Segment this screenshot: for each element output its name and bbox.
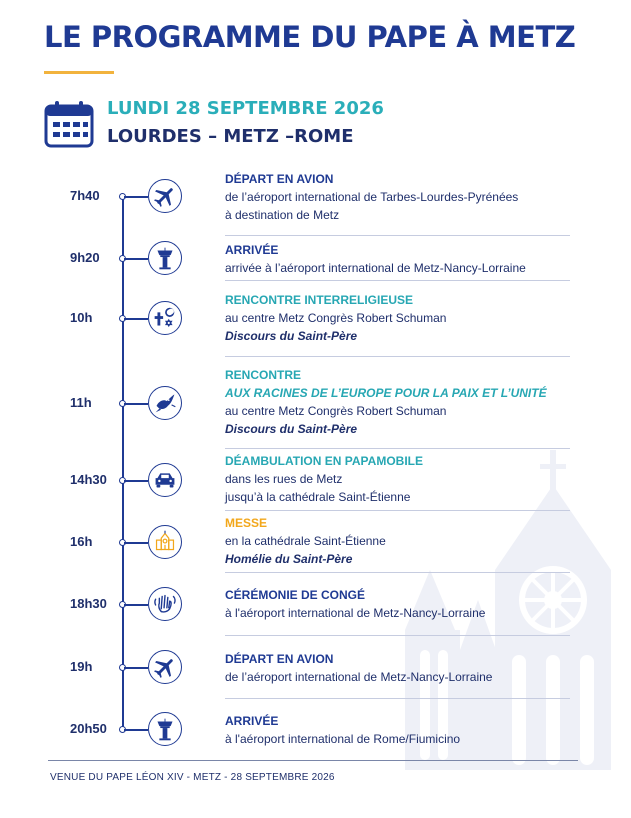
page-title: LE PROGRAMME DU PAPE À METZ (44, 20, 576, 54)
event-item (225, 241, 585, 277)
event-line: à l'aéroport international de Metz-Nancy-Lorraine (225, 606, 486, 620)
footer-divider (48, 760, 578, 761)
event-title: CÉRÉMONIE DE CONGÉ (225, 588, 366, 602)
timeline-connector (124, 196, 148, 198)
timeline-connector (124, 318, 148, 320)
timeline-axis (122, 196, 124, 729)
timeline-connector (124, 729, 148, 731)
event-separator (225, 698, 570, 699)
event-time: 20h50 (70, 721, 107, 736)
event-time: 11h (70, 395, 92, 410)
calendar-icon (44, 100, 94, 148)
event-item (225, 366, 585, 438)
timeline-connector (124, 542, 148, 544)
event-line: jusqu’à la cathédrale Saint-Étienne (225, 490, 411, 504)
timeline-connector (124, 667, 148, 669)
event-route: LOURDES – METZ –ROME (107, 126, 354, 147)
event-line: en la cathédrale Saint-Étienne (225, 534, 386, 548)
title-underline (44, 71, 114, 74)
event-item (225, 586, 585, 622)
cathedral-icon (148, 525, 182, 559)
event-separator (225, 356, 570, 357)
car-icon (148, 463, 182, 497)
event-line: au centre Metz Congrès Robert Schuman (225, 311, 447, 325)
event-item (225, 170, 585, 224)
event-time: 16h (70, 534, 93, 549)
event-item (225, 712, 585, 748)
timeline-connector (124, 258, 148, 260)
event-emphasis: Discours du Saint-Père (225, 329, 358, 343)
religions-icon (148, 301, 182, 335)
event-time: 9h20 (70, 250, 100, 265)
event-line: au centre Metz Congrès Robert Schuman (225, 404, 447, 418)
event-emphasis: Discours du Saint-Père (225, 422, 358, 436)
event-title: DÉPART EN AVION (225, 652, 334, 666)
event-subtitle: AUX RACINES DE L’EUROPE POUR LA PAIX ET L’UNITÉ (225, 386, 547, 400)
event-separator (225, 635, 570, 636)
event-title: ARRIVÉE (225, 243, 279, 257)
event-time: 10h (70, 310, 93, 325)
event-title: RENCONTRE INTERRELIGIEUSE (225, 293, 414, 307)
event-title: MESSE (225, 516, 268, 530)
timeline-connector (124, 403, 148, 405)
event-item (225, 514, 585, 568)
event-item (225, 452, 585, 506)
timeline-connector (124, 480, 148, 482)
event-line: de l’aéroport international de Tarbes-Lourdes-Pyrénées (225, 190, 519, 204)
event-separator (225, 235, 570, 236)
event-item (225, 291, 585, 345)
event-title: RENCONTRE (225, 368, 302, 382)
event-time: 14h30 (70, 472, 107, 487)
event-title: DÉAMBULATION EN PAPAMOBILE (225, 454, 423, 468)
event-separator (225, 280, 570, 281)
event-item (225, 650, 585, 686)
control-tower-icon (148, 241, 182, 275)
event-line: de l’aéroport international de Metz-Nancy-Lorraine (225, 670, 493, 684)
event-title: DÉPART EN AVION (225, 172, 334, 186)
event-line: à l'aéroport international de Rome/Fiumicino (225, 732, 461, 746)
event-time: 7h40 (70, 188, 100, 203)
event-separator (225, 510, 570, 511)
waving-hand-icon (148, 587, 182, 621)
event-title: ARRIVÉE (225, 714, 279, 728)
event-line: à destination de Metz (225, 208, 340, 222)
timeline-connector (124, 604, 148, 606)
airplane-icon (148, 650, 182, 684)
event-separator (225, 448, 570, 449)
event-emphasis: Homélie du Saint-Père (225, 552, 353, 566)
event-date: LUNDI 28 SEPTEMBRE 2026 (107, 98, 384, 119)
event-line: arrivée à l’aéroport international de Metz-Nancy-Lorraine (225, 261, 526, 275)
dove-icon (148, 386, 182, 420)
control-tower-icon (148, 712, 182, 746)
event-time: 18h30 (70, 596, 107, 611)
event-line: dans les rues de Metz (225, 472, 343, 486)
event-time: 19h (70, 659, 93, 674)
airplane-icon (148, 179, 182, 213)
page-footer: VENUE DU PAPE LÉON XIV - METZ - 28 SEPTEMBRE 2026 (50, 772, 335, 783)
event-separator (225, 572, 570, 573)
